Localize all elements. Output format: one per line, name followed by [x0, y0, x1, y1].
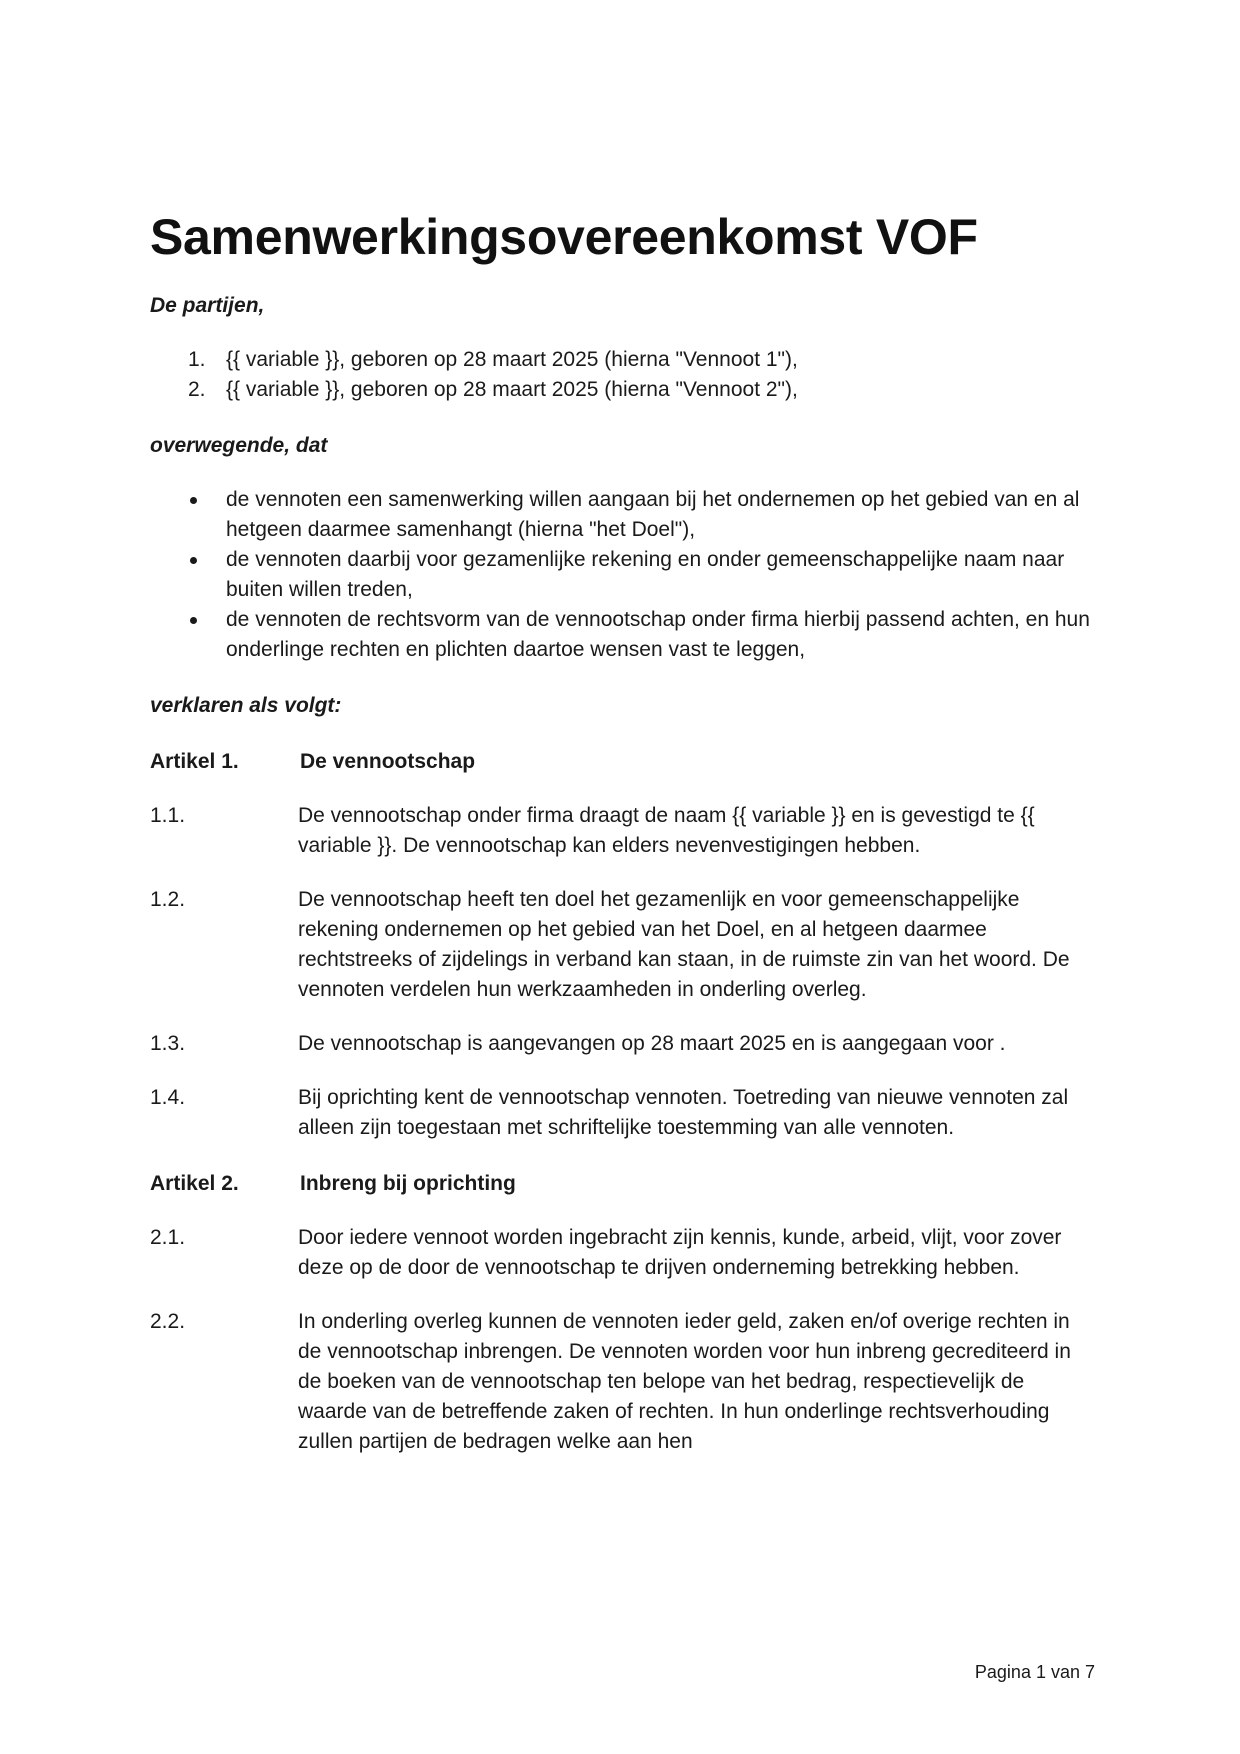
clause-number: 1.2.: [150, 888, 186, 911]
clause: [150, 885, 1095, 1005]
clause: [150, 1083, 1095, 1143]
clause-text: In onderling overleg kunnen de vennoten ieder geld, zaken en/of overige rechten in de vennootschap inbrengen. De vennoten worden voor hun inbreng gecrediteerd in de boeken van de vennootschap ten belope van het bedrag, respectievelijk de waarde van de betreffende zaken of rechten. In hun onderlinge rechtsverhouding zullen partijen de bedragen welke aan hen: [298, 1310, 1071, 1453]
clause-text: De vennootschap onder firma draagt de naam {{ variable }} en is gevestigd te {{ variable }}. De vennootschap kan elders nevenvestigingen hebben.: [298, 804, 1035, 857]
clause-text: Bij oprichting kent de vennootschap vennoten. Toetreding van nieuwe vennoten zal alleen zijn toegestaan met schriftelijke toestemming van alle vennoten.: [298, 1086, 1069, 1139]
clause-number: 1.4.: [150, 1086, 186, 1109]
bullet-icon: [190, 617, 197, 624]
clause: [150, 1307, 1095, 1457]
clause-text: De vennootschap heeft ten doel het gezamenlijk en voor gemeenschappelijke rekening ondernemen op het gebied van het Doel, en al hetgeen daarmee rechtstreeks of zijdelings in verband kan staan, in de ruimste zin van het woord. De vennoten verdelen hun werkzaamheden in onderling overleg.: [298, 888, 1070, 1001]
clause-number: 1.3.: [150, 1032, 186, 1055]
consideration-text: de vennoten daarbij voor gezamenlijke rekening en onder gemeenschappelijke naam naar buiten willen treden,: [226, 548, 1065, 601]
document-title: Samenwerkingsovereenkomst VOF: [150, 209, 978, 265]
article-heading: [150, 1169, 1095, 1199]
page-number: Pagina 1 van 7: [974, 1662, 1095, 1682]
clause: [150, 801, 1095, 861]
clause: [150, 1223, 1095, 1283]
article-number: Artikel 2.: [150, 1172, 239, 1195]
parties-label: De partijen,: [150, 294, 265, 317]
party-item: [150, 375, 1095, 405]
party-text: {{ variable }}, geboren op 28 maart 2025 (hierna "Vennoot 2"),: [226, 378, 798, 401]
party-text: {{ variable }}, geboren op 28 maart 2025 (hierna "Vennoot 1"),: [226, 348, 798, 371]
consideration-item: [150, 605, 1095, 665]
clause-text: De vennootschap is aangevangen op 28 maart 2025 en is aangegaan voor .: [298, 1032, 1006, 1055]
clause-number: 1.1.: [150, 804, 186, 827]
clause-number: 2.1.: [150, 1226, 186, 1249]
clause-number: 2.2.: [150, 1310, 186, 1333]
bullet-icon: [190, 497, 197, 504]
clause: [150, 1029, 1095, 1059]
article-title: De vennootschap: [300, 750, 476, 773]
party-item: [150, 345, 1095, 375]
document-body: [150, 205, 1095, 1457]
consideration-item: [150, 485, 1095, 545]
considering-label: overwegende, dat: [150, 434, 328, 457]
party-number: 1.: [188, 348, 206, 371]
bullet-icon: [190, 557, 197, 564]
article-title: Inbreng bij oprichting: [300, 1172, 516, 1195]
consideration-text: de vennoten een samenwerking willen aangaan bij het ondernemen op het gebied van en al hetgeen daarmee samenhangt (hierna "het Doel"),: [226, 488, 1080, 541]
article-number: Artikel 1.: [150, 750, 239, 773]
party-number: 2.: [188, 378, 206, 401]
parties-list: [150, 345, 1095, 405]
consideration-text: de vennoten de rechtsvorm van de vennootschap onder firma hierbij passend achten, en hun onderlinge rechten en plichten daartoe wensen vast te leggen,: [226, 608, 1090, 661]
consideration-item: [150, 545, 1095, 605]
clause-text: Door iedere vennoot worden ingebracht zijn kennis, kunde, arbeid, vlijt, voor zover deze op de door de vennootschap te drijven onderneming betrekking hebben.: [298, 1226, 1062, 1279]
considerations-list: [150, 485, 1095, 665]
article-heading: [150, 747, 1095, 777]
declare-label: verklaren als volgt:: [150, 694, 342, 717]
